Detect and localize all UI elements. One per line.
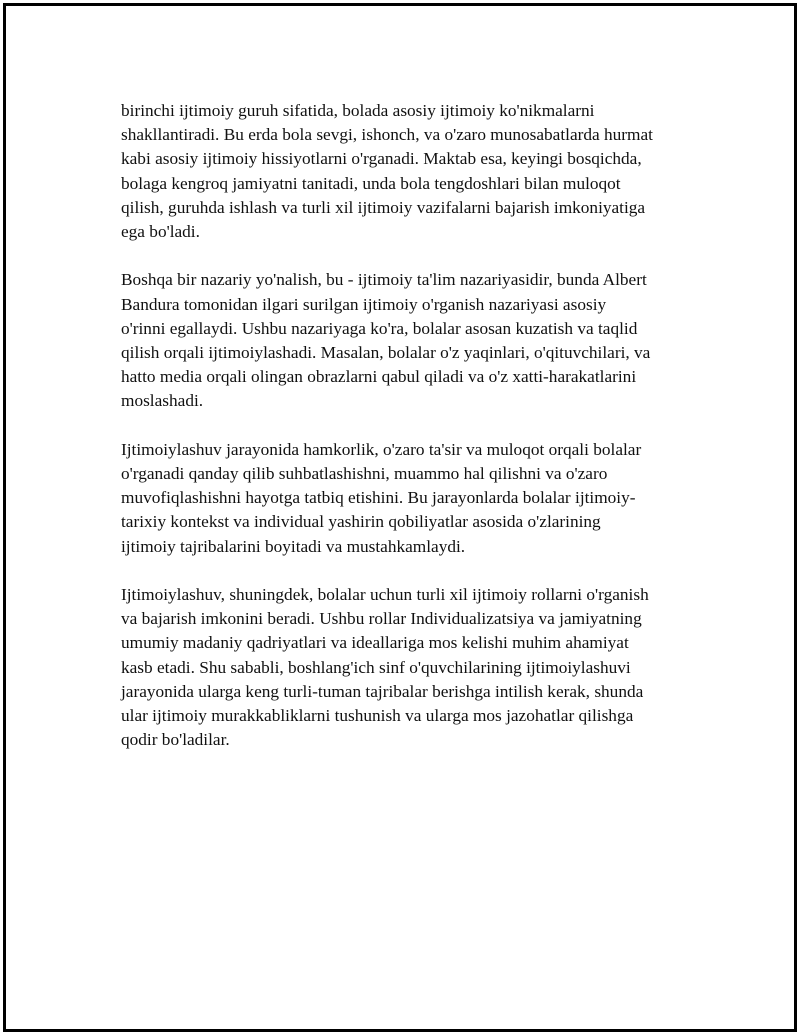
paragraph-1 — [121, 99, 701, 244]
text-line: ijtimoiy tajribalarini boyitadi va mustahkamlaydi. — [121, 536, 466, 556]
text-line: Bandura tomonidan ilgari surilgan ijtimoiy o'rganish nazariyasi asosiy — [121, 294, 607, 314]
text-line: Ijtimoiylashuv jarayonida hamkorlik, o'zaro ta'sir va muloqot orqali bolalar — [121, 439, 642, 459]
text-line: umumiy madaniy qadriyatlari va ideallariga mos kelishi muhim ahamiyat — [121, 633, 629, 653]
text-line: qilish orqali ijtimoiylashadi. Masalan, bolalar o'z yaqinlari, o'qituvchilari, va — [121, 343, 651, 363]
text-line: o'rganadi qanday qilib suhbatlashishni, muammo hal qilishni va o'zaro — [121, 464, 608, 484]
text-line: bolaga kengroq jamiyatni tanitadi, unda bola tengdoshlari bilan muloqot — [121, 173, 621, 193]
text-line: qilish, guruhda ishlash va turli xil ijtimoiy vazifalarni bajarish imkoniyatiga — [121, 197, 646, 217]
document-body — [121, 99, 701, 777]
text-line: qodir bo'ladilar. — [121, 730, 230, 750]
text-line: ular ijtimoiy murakkabliklarni tushunish va ularga mos jazohatlar qilishga — [121, 706, 634, 726]
text-line: tarixiy kontekst va individual yashirin qobiliyatlar asosida o'zlarining — [121, 512, 601, 532]
text-line: hatto media orqali olingan obrazlarni qabul qiladi va o'z xatti-harakatlarini — [121, 367, 637, 387]
text-line: kabi asosiy ijtimoiy hissiyotlarni o'rganadi. Maktab esa, keyingi bosqichda, — [121, 149, 642, 169]
text-line: ega bo'ladi. — [121, 222, 200, 242]
text-line: kasb etadi. Shu sababli, boshlang'ich sinf o'quvchilarining ijtimoiylashuvi — [121, 657, 631, 677]
text-line: moslashadi. — [121, 391, 204, 411]
text-line: jarayonida ularga keng turli-tuman tajribalar berishga intilish kerak, shunda — [121, 681, 644, 701]
page-frame — [3, 3, 797, 1032]
paragraph-4 — [121, 583, 701, 752]
text-line: va bajarish imkonini beradi. Ushbu rollar Individualizatsiya va jamiyatning — [121, 609, 642, 629]
text-line: muvofiqlashishni hayotga tatbiq etishini. Bu jarayonlarda bolalar ijtimoiy- — [121, 488, 636, 508]
text-line: Boshqa bir nazariy yo'nalish, bu - ijtimoiy ta'lim nazariyasidir, bunda Albert — [121, 270, 647, 290]
paragraph-2 — [121, 268, 701, 413]
text-line: Ijtimoiylashuv, shuningdek, bolalar uchun turli xil ijtimoiy rollarni o'rganish — [121, 585, 649, 605]
text-line: o'rinni egallaydi. Ushbu nazariyaga ko'ra, bolalar asosan kuzatish va taqlid — [121, 318, 638, 338]
paragraph-3 — [121, 438, 701, 559]
text-line: birinchi ijtimoiy guruh sifatida, bolada asosiy ijtimoiy ko'nikmalarni — [121, 101, 595, 120]
text-line: shakllantiradi. Bu erda bola sevgi, ishonch, va o'zaro munosabatlarda hurmat — [121, 125, 653, 145]
